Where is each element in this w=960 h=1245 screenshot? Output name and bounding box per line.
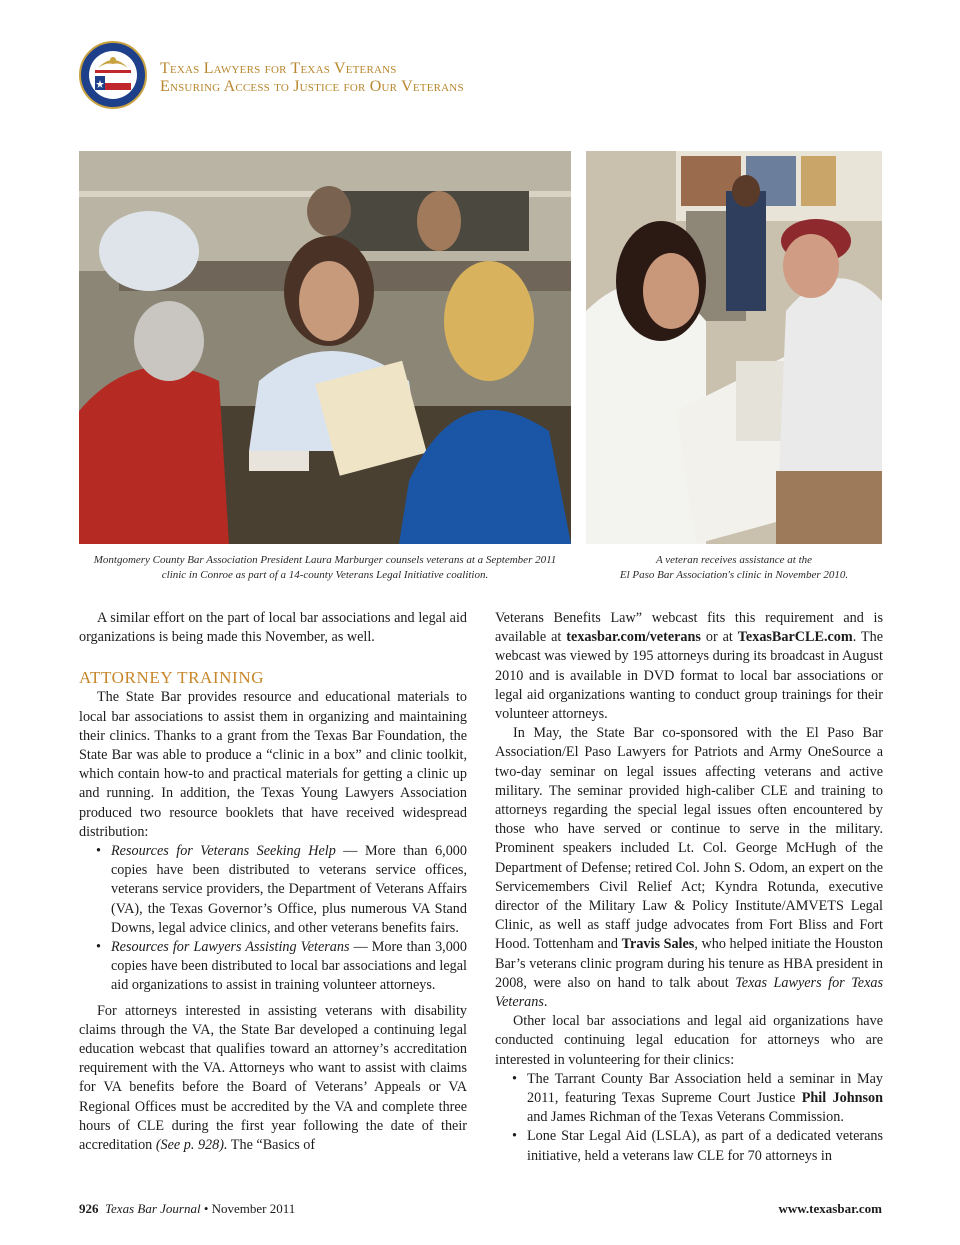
text-run: and James Richman of the Texas Veterans Commission. bbox=[527, 1109, 844, 1126]
list-item bbox=[111, 842, 467, 938]
booklet-desc: — More than 6,000 copies have been distributed to veterans service offices, veterans service providers, the Department of Veterans Affairs (VA), the Texas Governor’s Office, plus numerous VA Stand Downs, legal advice clinics, and other veterans benefits fairs. bbox=[111, 843, 467, 936]
photo-montgomery-clinic bbox=[79, 151, 571, 544]
text-run: The “Basics of bbox=[227, 1137, 316, 1154]
list-item bbox=[527, 1070, 883, 1128]
section-header bbox=[160, 60, 464, 96]
cle-link[interactable]: TexasBarCLE.com bbox=[737, 629, 853, 646]
caption-line: clinic in Conroe as part of a 14-county Veterans Legal Initiative coalition. bbox=[161, 569, 489, 581]
list-item: • Lone Star Legal Aid (LSLA), as part of a dedicated veterans initiative, held a veterans law CLE for 70 attorneys in bbox=[527, 1127, 883, 1165]
page-reference: (See p. 928). bbox=[155, 1137, 228, 1154]
text-run: Veterans Benefits Law” webcast fits this requirement and is available at bbox=[495, 610, 883, 646]
continuation-paragraph bbox=[495, 609, 883, 724]
booklet-title: Resources for Veterans Seeking Help bbox=[111, 843, 336, 860]
other-paragraph: Other local bar associations and legal aid organizations have conducted continuing legal education for attorneys who are interested in volunteering for their clinics: bbox=[495, 1013, 883, 1068]
journal-name: Texas Bar Journal bbox=[105, 1201, 201, 1216]
issue-date: November 2011 bbox=[211, 1201, 296, 1216]
text-run: For attorneys interested in assisting veterans with disability claims through the VA, the State Bar developed a continuing legal education webcast that qualifies toward an attorney’s accreditation requirement with the VA. Attorneys who want to assist with claims for VA benefits before the Board of Veterans’ Appeals or VA Regional Offices must be accredited by the VA and complete three hours of CLE during the first year following the date of their accreditation bbox=[79, 1002, 467, 1154]
seminar-list bbox=[495, 1070, 883, 1166]
text-run: or at bbox=[700, 629, 738, 646]
header-subtitle: Ensuring Access to Justice for Our Veterans bbox=[160, 78, 464, 95]
program-title: Texas Lawyers for Texas Veterans bbox=[495, 974, 884, 1011]
text-run: , who helped initiate the Houston Bar’s veterans clinic program during his tenure as HBA president in 2008, were also on hand to talk about bbox=[495, 936, 883, 991]
veterans-link[interactable]: texasbar.com/veterans bbox=[566, 629, 701, 646]
booklet-list bbox=[79, 842, 467, 996]
left-column bbox=[79, 609, 467, 1155]
caption-line: Montgomery County Bar Association President Laura Marburger counsels veterans at a September 2011 bbox=[93, 554, 557, 566]
text-run: In May, the State Bar co-sponsored with the El Paso Bar Association/El Paso Lawyers for Patriots and Army OneSource a two-day seminar on legal issues affecting veterans and active military. The seminar provided high-caliber CLE and training to attorneys regarding the special legal issues often encountered by those who have served or continue to serve in the military. Prominent speakers included Lt. Col. George McHugh of the Department of Defense; retired Col. John S. Odom, an expert on the Servicemembers Civil Relief Act; Kyndra Rotunda, executive director of the Military Law & Policy Institute/AMVETS Legal Clinic, as well as staff judge advocates from Fort Bliss and Fort Hood. Tottenham and bbox=[495, 725, 883, 953]
text-run: The Tarrant County Bar Association held a seminar in May 2011, featuring Texas Supreme Court Justice bbox=[527, 1070, 883, 1107]
separator: • bbox=[200, 1201, 212, 1216]
footer-left bbox=[79, 1201, 295, 1217]
may-paragraph bbox=[495, 724, 883, 1012]
intro-paragraph: A similar effort on the part of local bar associations and legal aid organizations is being made this November, as well. bbox=[79, 610, 467, 646]
texas-veterans-seal-logo bbox=[78, 40, 148, 110]
cle-paragraph bbox=[79, 1002, 467, 1156]
list-item bbox=[111, 938, 467, 996]
person-name: Phil Johnson bbox=[801, 1090, 884, 1107]
section-heading: ATTORNEY TRAINING bbox=[79, 668, 265, 688]
photo-el-paso-clinic bbox=[586, 151, 882, 544]
booklet-desc: — More than 3,000 copies have been distributed to local bar associations and legal aid organizations to assist in training volunteer attorneys. bbox=[111, 939, 467, 994]
photo1-caption bbox=[79, 553, 571, 583]
text-run: . The webcast was viewed by 195 attorneys during its broadcast in August 2010 and is available in DVD format to local bar associations or legal aid organizations wanting to conduct group trainings for their volunteer attorneys. bbox=[495, 629, 883, 723]
footer-url[interactable]: www.texasbar.com bbox=[778, 1201, 882, 1216]
person-name: Travis Sales bbox=[621, 936, 695, 953]
caption-line: El Paso Bar Association's clinic in November 2010. bbox=[619, 569, 849, 581]
caption-line: A veteran receives assistance at the bbox=[655, 554, 813, 566]
page-number: 926 bbox=[79, 1201, 99, 1216]
header-title: Texas Lawyers for Texas Veterans bbox=[160, 60, 397, 77]
training-paragraph: The State Bar provides resource and educational materials to local bar associations to assist them in organizing and maintaining their clinics. Thanks to a grant from the Texas Bar Foundation, the State Bar was able to produce a “clinic in a box” and clinic toolkit, which contain how-to and practical materials for getting a clinic up and running. In addition, the Texas Young Lawyers Association produced two resource booklets that have received widespread distribution: bbox=[79, 689, 467, 840]
booklet-title: Resources for Lawyers Assisting Veterans bbox=[111, 939, 350, 956]
right-column bbox=[495, 609, 883, 1166]
text-run: . bbox=[543, 994, 548, 1011]
photo2-caption bbox=[586, 553, 882, 583]
